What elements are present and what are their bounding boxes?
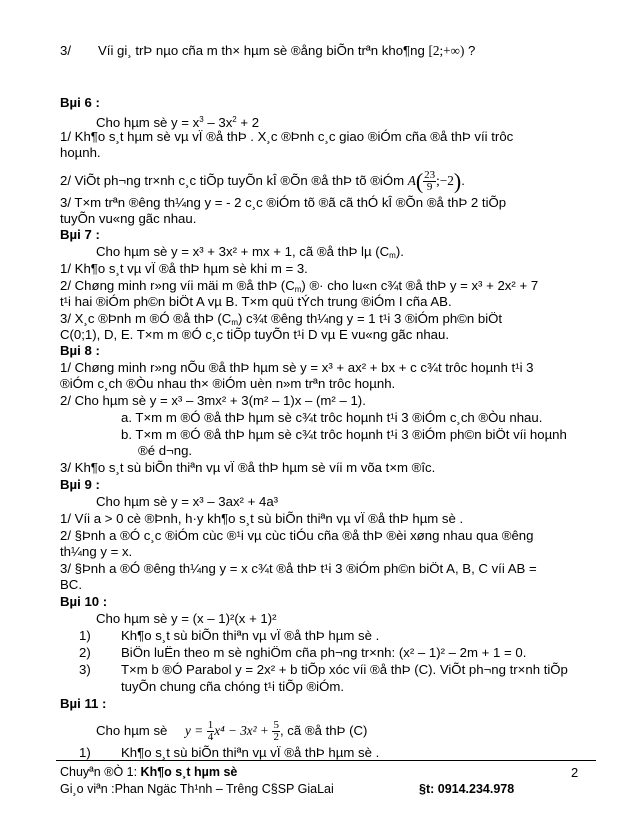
problem-line: 3/ §Þnh a ®Ó ®êng th¼ng y = x c¾t ®å thÞ t¹i 3 ®iÓm ph©n biÖt A, B, C víi AB = (60, 561, 537, 576)
interval-math: [2;+∞) (428, 43, 465, 58)
section-title-10: Bµi 10 : (60, 594, 108, 609)
numerator: 5 (273, 719, 279, 731)
problem-text-wrap (98, 43, 475, 59)
problem-line: th¼ng y = x. (60, 544, 133, 559)
text: Chuyªn ®Ò 1: (60, 765, 141, 779)
text: Cho hµm sè y = x (96, 115, 200, 130)
text: ). (395, 244, 404, 259)
paren-close: ) (453, 168, 462, 194)
denominator: 2 (273, 731, 279, 743)
section-title-9: Bµi 9 : (60, 477, 100, 492)
subscript: m (389, 251, 396, 260)
problem-line: 1/ Chøng minh r»ng nÕu ®å thÞ hµm sè y = x³ + ax² + bx + c c¾t trôc hoµnh t¹i 3 (60, 360, 534, 375)
section-title-8: Bµi 8 : (60, 343, 100, 358)
subscript: m (294, 285, 302, 294)
problem-line: 1/ Kh¶o s¸t hµm sè vµ vÏ ®å thÞ . X¸c ®Þnh c¸c giao ®iÓm cña ®å thÞ víi trôc (60, 129, 514, 144)
problem-line: t¹i hai ®iÓm ph©n biÖt A vµ B. T×m quü tÝch trung ®iÓm I cña AB. (60, 294, 452, 309)
list-item: Kh¶o s¸t sù biÕn thiªn vµ vÏ ®å thÞ hµm sè . (121, 628, 380, 643)
problem-line: hoµnh. (60, 145, 101, 160)
superscript: 3 (199, 115, 204, 124)
paren-open: ( (415, 168, 424, 194)
footer-phone: §t: 0914.234.978 (419, 782, 515, 796)
function-line (96, 720, 367, 743)
equation: y = (185, 722, 204, 738)
text: , cã ®å thÞ (C) (279, 722, 368, 738)
text: 3/ X¸c ®Þnh m ®Ó ®å thÞ (C (60, 311, 232, 326)
function-line: Cho hµm sè y = x³ – 3ax² + 4a³ (96, 494, 279, 509)
numerator: 1 (207, 719, 214, 731)
list-item: T×m b ®Ó Parabol y = 2x² + b tiÕp xóc víi ®å thÞ (C). ViÕt ph¬ng tr×nh tiÕp (121, 662, 568, 677)
point-label: A (407, 172, 416, 188)
problem-line: 1/ Kh¶o s¸t vµ vÏ ®å thÞ hµm sè khi m = 3. (60, 261, 308, 276)
question-mark: ? (468, 43, 476, 58)
problem-line: 1/ Víi a > 0 cè ®Þnh, h·y kh¶o s¸t sù biÕn thiªn vµ vÏ ®å thÞ hµm sè . (60, 511, 464, 526)
problem-line: ®iÓm c¸ch ®Òu nhau th× ®iÓm uèn n»m trªn trôc hoµnh. (60, 376, 396, 391)
sub-item: a. T×m m ®Ó ®å thÞ hµm sè c¾t trôc hoµnh t¹i 3 ®iÓm c¸ch ®Òu nhau. (121, 410, 543, 425)
equation: x⁴ − 3x² + (214, 722, 269, 738)
denominator: 4 (207, 731, 214, 743)
list-number: 2) (79, 645, 91, 660)
text: ) c¾t ®êng th¼ng y = 1 t¹i 3 ®iÓm ph©n biÖt (238, 311, 503, 326)
footer-author: Gi¸o viªn :Phan Ngäc Th¹nh – Trêng C§SP GiaLai (60, 782, 334, 796)
section-title-7: Bµi 7 : (60, 227, 100, 242)
problem-line: tuyÕn vu«ng gãc nhau. (60, 211, 197, 226)
problem-line: BC. (60, 577, 82, 592)
superscript: 2 (232, 115, 237, 124)
section-title-6: Bµi 6 : (60, 95, 100, 110)
text: 2/ ViÕt ph¬ng tr×nh c¸c tiÕp tuyÕn kÎ ®Õn ®å thÞ tõ ®iÓm (60, 172, 405, 188)
coordinate: ;−2 (436, 172, 454, 188)
page-number: 2 (571, 765, 579, 780)
fraction (423, 170, 436, 193)
list-item: BiÖn luËn theo m sè nghiÖm cña ph¬ng tr×nh: (x² – 1)² – 2m + 1 = 0. (121, 645, 527, 660)
text: Cho hµm sè (96, 722, 168, 738)
problem-line: 2/ Cho hµm sè y = x³ – 3mx² + 3(m² – 1)x – (m² – 1). (60, 393, 366, 408)
list-number: 1) (79, 628, 91, 643)
sub-item: b. T×m m ®Ó ®å thÞ hµm sè c¾t trôc hoµnh t¹i 3 ®iÓm ph©n biÖt víi hoµnh (121, 427, 567, 442)
problem-line: 2/ §Þnh a ®Ó c¸c ®iÓm cùc ®¹i vµ cùc tiÓu cña ®å thÞ ®èi xøng nhau qua ®êng (60, 528, 534, 543)
list-number: 1) (79, 745, 91, 760)
problem-line: 3/ Kh¶o s¸t sù biÕn thiªn vµ vÏ ®å thÞ hµm sè víi m võa t×m ®îc. (60, 460, 436, 475)
text: ) ®· cho lu«n c¾t ®å thÞ y = x³ + 2x² + 7 (301, 278, 539, 293)
function-line: Cho hµm sè y = (x – 1)²(x + 1)² (96, 611, 277, 626)
problem-line: 2/ ViÕt ph¬ng tr×nh c¸c tiÕp tuyÕn kÎ ®Õn ®å thÞ tõ ®iÓm A( $\frac{23}{9}$ ;−2). (60, 168, 465, 194)
text: 2/ Chøng minh r»ng víi mäi m ®å thÞ (C (60, 278, 295, 293)
topic-title: Kh¶o s¸t hµm sè (140, 765, 238, 779)
subscript: m (231, 318, 238, 327)
numerator: 23 (424, 169, 436, 181)
problem-line (60, 43, 476, 59)
text: Cho hµm sè y = x³ + 3x² + mx + 1, cã ®å thÞ lµ (C (96, 244, 390, 259)
sub-item: ®é d¬ng. (138, 443, 193, 458)
problem-line: C(0;1), D, E. T×m m ®Ó c¸c tiÕp tuyÕn t¹i D vµ E vu«ng gãc nhau. (60, 327, 450, 342)
section-title-11: Bµi 11 : (60, 696, 107, 711)
denominator: 9 (426, 181, 433, 193)
list-item-continued: tuyÕn chung cña chóng t¹i tiÕp ®iÓm. (121, 679, 345, 694)
item-number: 3/ (60, 43, 71, 58)
list-number: 3) (79, 662, 91, 677)
problem-text: Víi gi¸ trÞ nµo cña m th× hµm sè ®ång biÕn trªn kho¶ng (98, 43, 425, 58)
text: + 2 (236, 115, 260, 130)
problem-line: 3/ T×m trªn ®êng th¼ng y = - 2 c¸c ®iÓm tõ ®ã cã thÓ kÎ ®Õn ®å thÞ 2 tiÕp (60, 195, 507, 210)
fraction (272, 720, 280, 743)
text: – 3x (203, 115, 233, 130)
footer-rule (56, 760, 596, 761)
list-item: Kh¶o s¸t sù biÕn thiªn vµ vÏ ®å thÞ hµm sè . (121, 745, 380, 760)
footer-topic (60, 765, 237, 779)
